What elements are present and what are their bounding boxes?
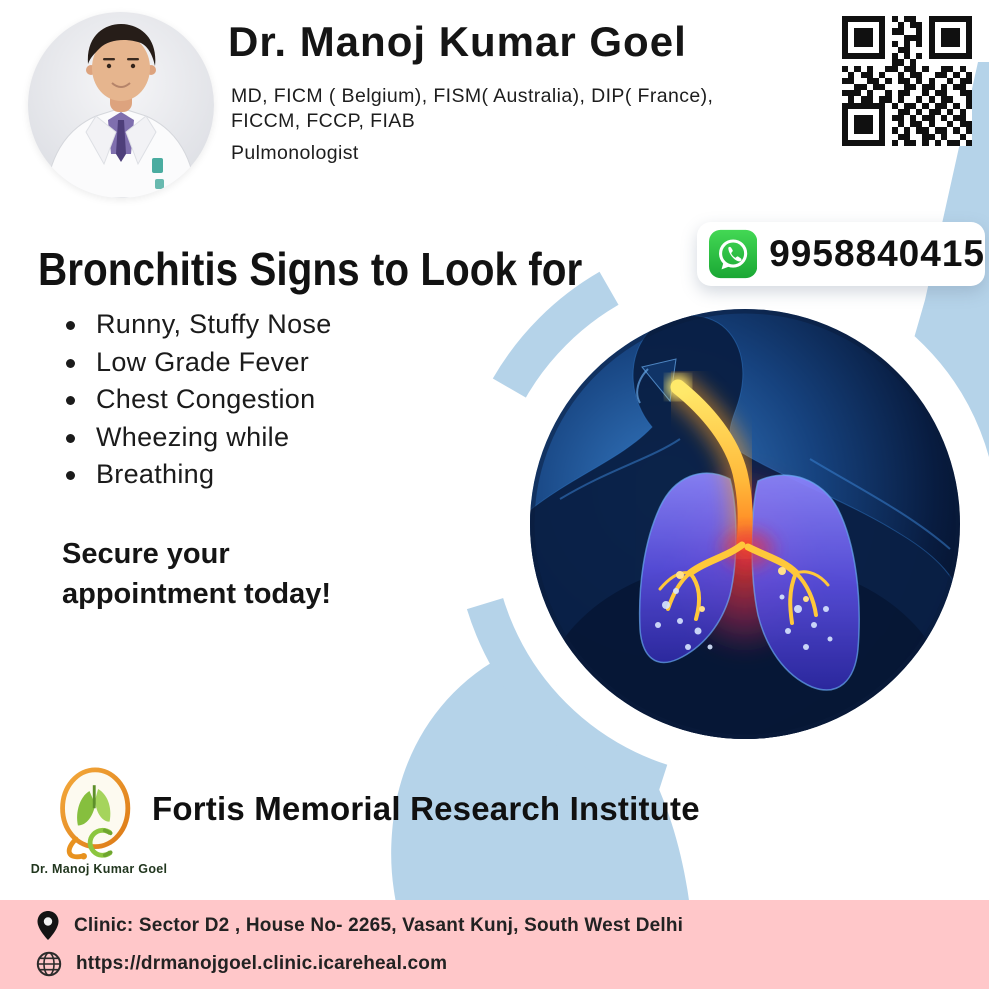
footer xyxy=(0,900,989,989)
symptom-list xyxy=(58,306,332,494)
doctor-credentials xyxy=(231,84,713,166)
lungs-illustration-graphic xyxy=(530,309,960,739)
address-row xyxy=(36,910,683,941)
credentials-line-1: MD, FICM ( Belgium), FISM( Australia), DIP( France), xyxy=(231,85,714,107)
whatsapp-number: 9958840415 xyxy=(769,233,985,274)
doctor-photo xyxy=(28,12,214,198)
cta-line-1: Secure your xyxy=(62,538,230,570)
doctor-photo-graphic xyxy=(28,12,214,198)
clinic-logo-caption: Dr. Manoj Kumar Goel xyxy=(30,862,168,876)
clinic-logo xyxy=(46,766,154,862)
whatsapp-badge xyxy=(697,222,985,286)
doctor-name: Dr. Manoj Kumar Goel xyxy=(228,18,687,65)
symptom-item: Breathing xyxy=(58,456,332,494)
cta-line-2: appointment today! xyxy=(62,578,332,610)
hospital-name: Fortis Memorial Research Institute xyxy=(152,790,700,827)
location-pin-icon xyxy=(36,910,60,941)
page-title: Bronchitis Signs to Look for xyxy=(38,243,583,295)
cta-text xyxy=(62,534,331,614)
website-row xyxy=(36,951,447,977)
symptom-item: Low Grade Fever xyxy=(58,344,332,382)
credentials-line-2: FICCM, FCCP, FIAB xyxy=(231,110,416,132)
website-url: https://drmanojgoel.clinic.icareheal.com xyxy=(76,953,448,974)
clinic-address: Clinic: Sector D2 , House No- 2265, Vasant Kunj, South West Delhi xyxy=(74,914,684,936)
lungs-illustration xyxy=(530,309,960,739)
qr-code xyxy=(842,16,972,146)
globe-icon xyxy=(36,951,62,977)
symptom-item: Chest Congestion xyxy=(58,381,332,419)
symptom-item: Runny, Stuffy Nose xyxy=(58,306,332,344)
doctor-designation: Pulmonologist xyxy=(231,142,359,164)
whatsapp-icon xyxy=(709,229,757,279)
symptom-item: Wheezing while xyxy=(58,419,332,457)
